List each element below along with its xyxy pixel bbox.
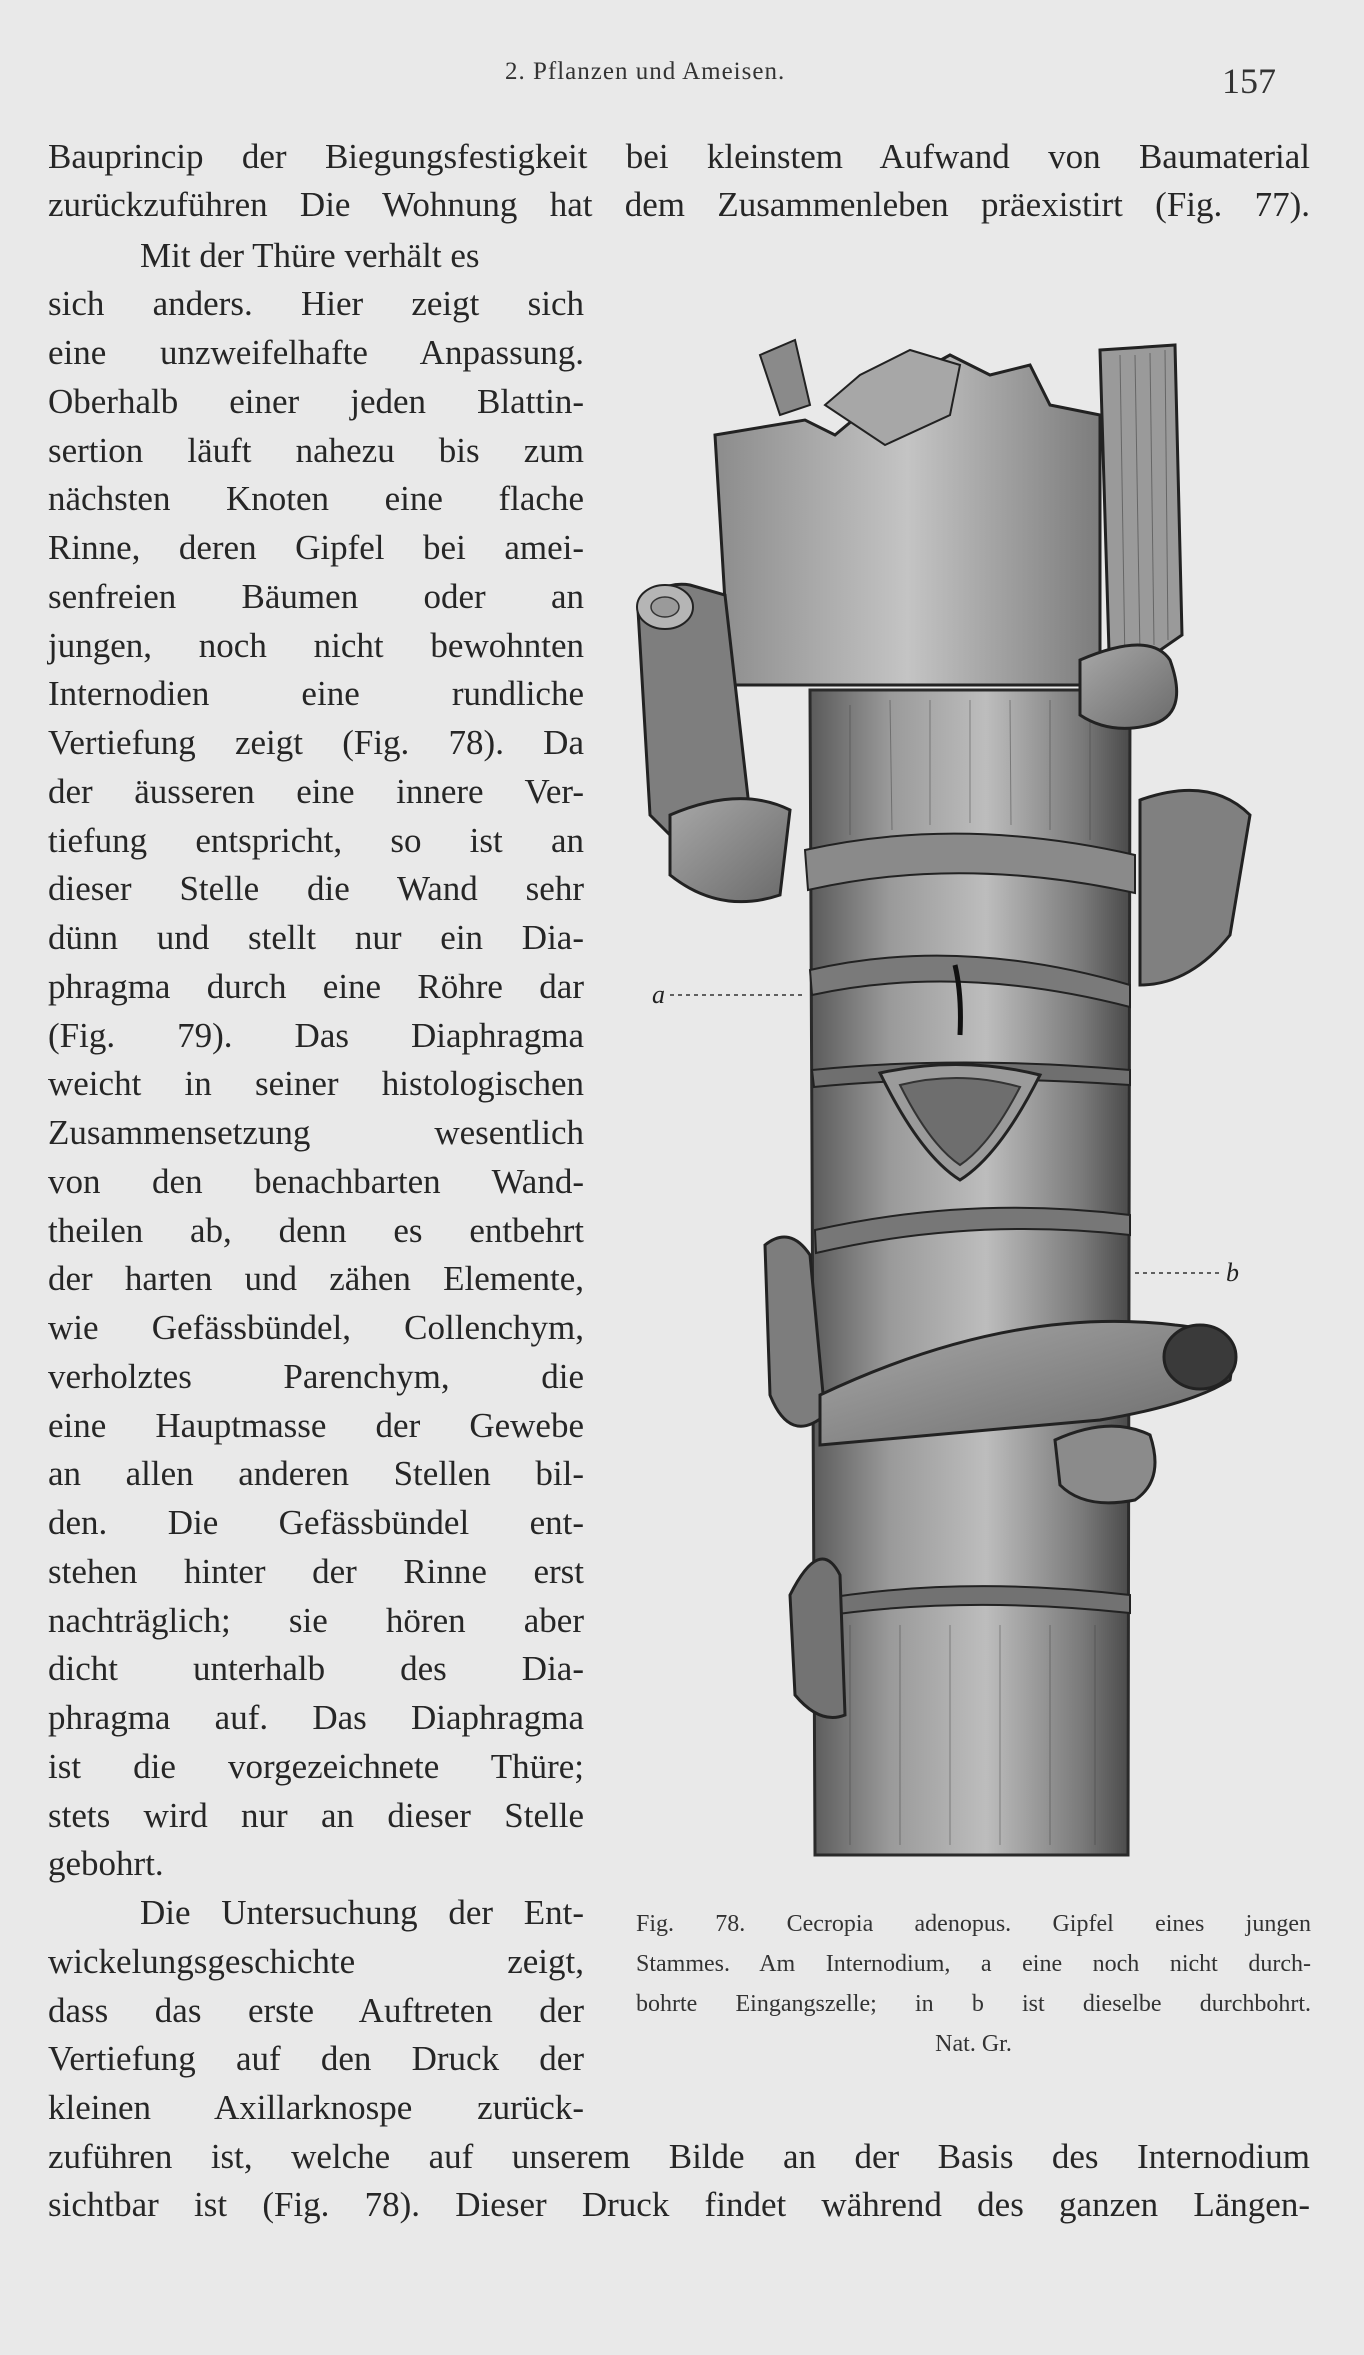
stem-illustration [630,295,1310,1875]
column-line: dass das erste Auftreten der [48,1991,584,2030]
figure-caption-line: Nat. Gr. [935,2031,1012,2057]
column-line: der äusseren eine innere Ver- [48,772,584,811]
column-line: dicht unterhalb des Dia- [48,1649,584,1688]
column-line: phragma durch eine Röhre dar [48,967,584,1006]
column-line: Vertiefung auf den Druck der [48,2039,584,2078]
column-line: jungen, noch nicht bewohnten [48,626,584,665]
column-line: theilen ab, denn es entbehrt [48,1211,584,1250]
column-line: nachträglich; sie hören aber [48,1601,584,1640]
column-line: Oberhalb einer jeden Blattin- [48,382,584,421]
column-line: Zusammensetzung wesentlich [48,1113,584,1152]
label-b: b [1226,1258,1239,1287]
running-head [0,58,1364,101]
column-line: stehen hinter der Rinne erst [48,1552,584,1591]
column-line: weicht in seiner histologischen [48,1064,584,1103]
column-line: phragma auf. Das Diaphragma [48,1698,584,1737]
column-line: kleinen Axillarknospe zurück- [48,2088,584,2127]
column-line: an allen anderen Stellen bil- [48,1454,584,1493]
column-line: wickelungsgeschichte zeigt, [48,1942,584,1981]
column-line: eine Hauptmasse der Gewebe [48,1406,584,1445]
text-line-top-1: Bauprincip der Biegungsfestigkeit bei kleinstem Aufwand von Baumaterial [48,137,1310,176]
text-line-bottom-2: sichtbar ist (Fig. 78). Dieser Druck findet während des ganzen Längen- [48,2185,1310,2224]
column-line: der harten und zähen Elemente, [48,1259,584,1298]
column-line: ist die vorgezeichnete Thüre; [48,1747,584,1786]
text-line-bottom-1: zuführen ist, welche auf unserem Bilde an der Basis des Internodium [48,2137,1310,2176]
column-line: den. Die Gefässbündel ent- [48,1503,584,1542]
column-line: tiefung entspricht, so ist an [48,821,584,860]
column-line: dieser Stelle die Wand sehr [48,869,584,908]
text-line-top-2: zurückzuführen Die Wohnung hat dem Zusammenleben präexistirt (Fig. 77). [48,185,1310,224]
column-line: Rinne, deren Gipfel bei amei- [48,528,584,567]
column-line: von den benachbarten Wand- [48,1162,584,1201]
column-line: sich anders. Hier zeigt sich [48,284,584,323]
paragraph-start-line: Die Untersuchung der Ent- [140,1893,584,1932]
column-line: dünn und stellt nur ein Dia- [48,918,584,957]
column-line: wie Gefässbündel, Collenchym, [48,1308,584,1347]
column-line: Vertiefung zeigt (Fig. 78). Da [48,723,584,762]
column-line: senfreien Bäumen oder an [48,577,584,616]
column-line: eine unzweifelhafte Anpassung. [48,333,584,372]
label-a: a [652,980,665,1009]
figure-caption-line: Stammes. Am Internodium, a eine noch nicht durch- [636,1951,1311,1977]
column-line: (Fig. 79). Das Diaphragma [48,1016,584,1055]
column-line: stets wird nur an dieser Stelle [48,1796,584,1835]
page-number: 157 [1222,61,1276,101]
figure-caption-line: Fig. 78. Cecropia adenopus. Gipfel eines jungen [636,1911,1311,1937]
column-line: Internodien eine rundliche [48,674,584,713]
column-line: verholztes Parenchym, die [48,1357,584,1396]
column-line: nächsten Knoten eine flache [48,479,584,518]
running-title: 2. Pflanzen und Ameisen. [505,58,786,85]
column-line: sertion läuft nahezu bis zum [48,431,584,470]
paragraph-start-line: Mit der Thüre verhält es [140,236,480,275]
figure-caption-line: bohrte Eingangszelle; in b ist dieselbe durchbohrt. [636,1991,1311,2017]
column-line: gebohrt. [48,1844,164,1883]
